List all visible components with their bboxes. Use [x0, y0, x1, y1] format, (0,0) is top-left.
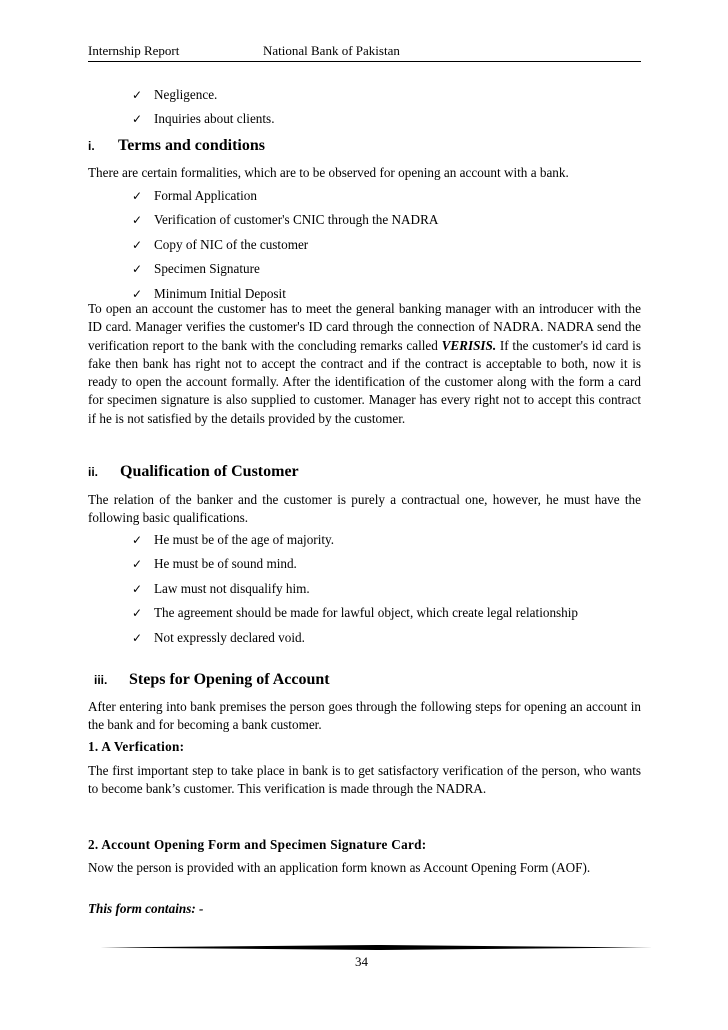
qualification-intro: The relation of the banker and the customer is purely a contractual one, however, he must have the following basic qualifications.: [88, 492, 641, 526]
checkmark-icon: ✓: [132, 581, 143, 596]
checkmark-icon: ✓: [132, 213, 143, 228]
list-item: ✓ He must be of sound mind.: [132, 556, 297, 572]
list-item: ✓ Not expressly declared void.: [132, 629, 305, 645]
terms-body: To open an account the customer has to meet the general banking manager with an introducer with the ID card. Manager verifies the customer's ID card through the connection of NADRA. NADRA send the verification report to the bank with the concluding remarks called VERISIS. If the customer's id card is fake then bank has right not to accept the contract and if the contract is acceptable to both, now it is ready to open the account formally. After the identification of the customer along with the form a card for specimen signature is also supplied to customer. Manager has every right not to accept this contract if he is not satisfied by the details provided by the customer.: [88, 301, 641, 426]
checkmark-icon: ✓: [132, 557, 143, 572]
section-number: i.: [88, 139, 95, 153]
list-item: ✓ Inquiries about clients.: [132, 111, 275, 127]
list-item: ✓ Minimum Initial Deposit: [132, 285, 286, 301]
checkmark-icon: ✓: [132, 262, 143, 277]
terms-intro: There are certain formalities, which are to be observed for opening an account with a bank.: [88, 165, 569, 180]
footer-rule: [100, 945, 653, 950]
page-number: 34: [355, 954, 368, 969]
step2-title: 2. Account Opening Form and Specimen Signature Card:: [88, 837, 427, 852]
list-item: ✓ Law must not disqualify him.: [132, 580, 310, 596]
list-item: ✓ Negligence.: [132, 87, 218, 102]
header-bank-name: National Bank of Pakistan: [263, 43, 400, 58]
section-number: ii.: [88, 465, 99, 479]
list-item: ✓ Verification of customer's CNIC through the NADRA: [132, 212, 439, 228]
section-title: Terms and conditions: [118, 137, 265, 154]
step1-title: 1. A Verfication:: [88, 739, 185, 754]
checkmark-icon: ✓: [132, 533, 143, 547]
list-item: ✓ Specimen Signature: [132, 261, 260, 277]
list-item: ✓ Copy of NIC of the customer: [132, 236, 309, 252]
checkmark-icon: ✓: [132, 606, 143, 621]
checkmark-icon: ✓: [132, 630, 143, 645]
step2-text: Now the person is provided with an application form known as Account Opening Form (AOF).: [88, 860, 591, 875]
section-title: Steps for Opening of Account: [129, 671, 330, 688]
steps-intro: After entering into bank premises the person goes through the following steps for opening an account in the bank and for becoming a bank customer.: [88, 699, 641, 733]
list-item: ✓ Formal Application: [132, 188, 257, 203]
form-contains-label: This form contains: -: [88, 901, 204, 916]
top-checklist: [132, 86, 275, 135]
header-report-title: Internship Report: [88, 43, 180, 58]
list-item: ✓ The agreement should be made for lawful object, which create legal relationship: [132, 605, 579, 621]
terms-checklist: [132, 187, 438, 309]
section-number: iii.: [94, 673, 108, 687]
page-header: [88, 43, 641, 62]
list-item: ✓ He must be of the age of majority.: [132, 532, 335, 547]
checkmark-icon: ✓: [132, 189, 143, 203]
verisis-emphasis: VERISIS.: [441, 337, 497, 353]
checkmark-icon: ✓: [132, 112, 143, 127]
section-title: Qualification of Customer: [120, 463, 299, 480]
step1-text: The first important step to take place in bank is to get satisfactory verification of the person, who wants to become bank’s customer. This verification is made through the NADRA.: [88, 763, 641, 797]
checkmark-icon: ✓: [132, 237, 143, 252]
checkmark-icon: ✓: [132, 88, 143, 102]
checkmark-icon: ✓: [132, 286, 143, 301]
qualification-checklist: [132, 531, 578, 653]
